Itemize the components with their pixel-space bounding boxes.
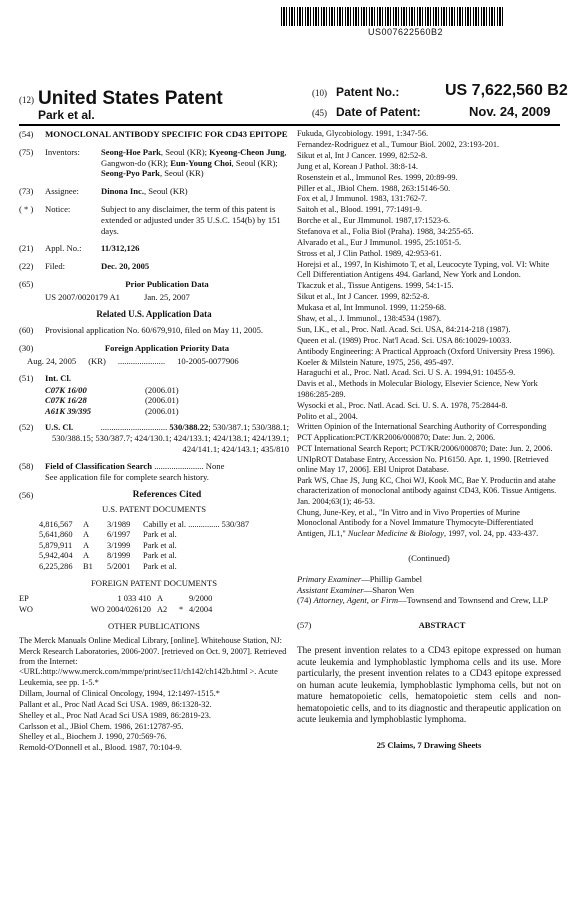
date-value: Nov. 24, 2009 bbox=[469, 104, 551, 119]
table-row: 4,816,567 A 3/1989 Cabilly et al. ............... 530/387 bbox=[39, 519, 250, 529]
list-item: Written Opinion of the International Searching Authority of Corresponding PCT Application:PCT/KR2006/000870; Date: Jun. 2, 2006. bbox=[297, 422, 547, 442]
barcode bbox=[281, 7, 505, 26]
list-item: Antibody Engineering: A Practical Approach (Oxford University Press 1996). bbox=[297, 346, 555, 356]
table-row: 5,942,404 A 8/1999 Park et al. bbox=[39, 551, 177, 561]
references-heading: (56) References Cited bbox=[19, 489, 202, 500]
list-item: Mukasa et al, Int Immunol. 1999, 11:259-68. bbox=[297, 303, 447, 312]
list-item: Stross et al, J Clin Pathol. 1989, 42:953-61. bbox=[297, 248, 442, 258]
abstract-heading: ABSTRACT bbox=[418, 620, 466, 631]
list-item: Horejsi et al., 1997, In Kishimoto T, et al, Leucocyte Typing, vol. VI: White Cell Differentiation Antigens 494. Garland, New York and London. bbox=[297, 259, 550, 280]
list-item: Chung, June-Key, et al., "In Vitro and in Vivo Properties of Murine Monoclonal Antibody for a Novel Immature Thymocyte-Differentiated Antigen, JL1," Nuclear Medicine & Biology, 1997, vol. 24, pp. 433-437. bbox=[297, 507, 539, 538]
list-item: Sikut et al, Int J Cancer. 1999, 82:52-8. bbox=[297, 150, 428, 160]
field-of-search: (58) Field of Classification Search ....................... None See application file for complete search history. bbox=[19, 461, 225, 483]
list-item: Fukuda, Glycobiology. 1991, 1:347-56. bbox=[297, 129, 429, 138]
list-item: Shaw, et al., J. Immunol., 138:4534 (1987). bbox=[297, 313, 441, 323]
assignee-field: (73) Assignee: Dinona Inc., Seoul (KR) bbox=[19, 186, 188, 197]
other-publications-heading: OTHER PUBLICATIONS bbox=[108, 621, 200, 632]
table-row: WO WO 2004/026120 A2 * 4/2004 bbox=[19, 604, 213, 614]
list-item: PCT International Search Report; PCT/KR/2006/000870; Date: Jun. 2, 2006. bbox=[297, 443, 553, 453]
title-field: (54) MONOCLONAL ANTIBODY SPECIFIC FOR CD43 EPITOPE bbox=[19, 129, 288, 139]
other-publications bbox=[19, 636, 289, 753]
list-item: Polito et al., 2004. bbox=[297, 411, 358, 421]
list-item: Haraguchi et al., Proc. Natl. Acad. Sci. U S. A. 1994,91: 10455-9. bbox=[297, 368, 516, 378]
list-item: Alvarado et al., Eur J Immunol. 1995, 25:1051-5. bbox=[297, 238, 462, 248]
table-row: EP 1 033 410 A 9/2000 bbox=[19, 594, 213, 604]
foreign-priority: (30) Foreign Application Priority Data Aug. 24, 2005 (KR) ...................... 10-2005-0077906 bbox=[19, 343, 239, 366]
us-cl-field: (52) U.S. Cl. ............................... 530/388.22; 530/387.1; 530/388.1; 530/388.15; 530/387.7; 424/130.1; 424/133.1; 424/138.1; 424/139.1; 424/141.1; 424/143.1; 435/810 bbox=[19, 421, 289, 454]
list-item: Saitoh et al., Blood. 1991, 77:1491-9. bbox=[297, 205, 422, 215]
abstract-text: The present invention relates to a CD43 epitope expressed on human acute leukemia and lymphoblastic lymphoma cells and its use. More particularly, the present invention relates to a CD43 epitope expressed on human acute leukemia, lymphoblastic lymphoma cells, but not on mature hematopoietic cells, hematopoietic stem cells and non-hematopoietic cells, and to its diagnostic and therapeutic application on acute leukemia and lymphoblastic lymphoma. bbox=[297, 644, 561, 725]
invention-title: MONOCLONAL ANTIBODY SPECIFIC FOR CD43 EPITOPE bbox=[45, 129, 288, 139]
filed-field: (22) Filed: Dec. 20, 2005 bbox=[19, 261, 150, 272]
continued-label: (Continued) bbox=[408, 552, 450, 563]
list-item: Park WS, Chae JS, Jung KC, Choi WJ, Kook MC, Bae Y. Productin and atahe characterization of monoclonal antibody against CD43, K06. Tissue Antigens. Jan. 2004;63(1); 46-53. bbox=[297, 476, 557, 506]
list-item: Shelley et al., Biochem J. 1990, 270:569-76. bbox=[19, 732, 167, 742]
list-item: Sikut et al., Int J Cancer. 1999, 82:52-8. bbox=[297, 292, 430, 302]
list-item: Davis et al., Methods in Molecular Biology, Elsevier Science, New York 1986:285-289. bbox=[297, 379, 538, 399]
list-item: Queen et al. (1989) Proc. Nat'l Acad. Sci. USA 86:10029-10033. bbox=[297, 335, 512, 345]
appl-field: (21) Appl. No.: 11/312,126 bbox=[19, 243, 140, 254]
references-continued bbox=[297, 129, 561, 539]
date-code: (45) bbox=[312, 108, 327, 118]
provisional-field: (60) Provisional application No. 60/679,910, filed on May 11, 2005. bbox=[19, 325, 264, 336]
list-item: Borche et al., Eur JImmunol. 1987,17:1523-6. bbox=[297, 216, 451, 226]
list-item: Shelley et al., Proc Natl Acad Sci USA 1989, 86:2819-23. bbox=[19, 710, 211, 720]
kind-code: (12) bbox=[19, 95, 34, 105]
foreign-patent-docs-heading: FOREIGN PATENT DOCUMENTS bbox=[90, 578, 218, 589]
inventors-field: (75) Inventors: Seong-Hoe Park, Seoul (KR); Kyeong-Cheon Jung, Gangwon-do (KR); Eun-Young Choi, Seoul (KR); Seong-Pyo Park, Seoul (KR) bbox=[19, 147, 289, 179]
patent-number-code: (10) bbox=[312, 88, 327, 98]
list-item: Fox et al, J Immunol. 1983, 131:762-7. bbox=[297, 194, 427, 204]
claims-summary: 25 Claims, 7 Drawing Sheets bbox=[376, 740, 482, 751]
list-item: Tkaczuk et al., Tissue Antigens. 1999, 54:1-15. bbox=[297, 281, 454, 291]
notice-field: ( * ) Notice: Subject to any disclaimer, the term of this patent is extended or adjusted under 35 U.S.C. 154(b) by 151 days. bbox=[19, 203, 281, 236]
first-inventor-line: Park et al. bbox=[38, 108, 95, 122]
int-cl-field: (51) Int. Cl. C07K 16/00 (2006.01) C07K 16/28 (2006.01) A61K 39/395 (2006.01) bbox=[19, 372, 179, 417]
right-column bbox=[297, 129, 561, 751]
list-item: Jung et al, Korean J Pathol. 38:8-14. bbox=[297, 161, 418, 171]
list-item: Piller et al., JBiol Chem. 1988, 263:15146-50. bbox=[297, 183, 451, 193]
related-heading: Related U.S. Application Data bbox=[96, 308, 212, 319]
abstract-heading-row: (57) ABSTRACT bbox=[297, 620, 561, 631]
header-rule bbox=[19, 124, 560, 126]
us-patent-docs-heading: U.S. PATENT DOCUMENTS bbox=[101, 503, 207, 514]
document-title: United States Patent bbox=[38, 88, 223, 109]
list-item: Pallant et al., Proc Natl Acad Sci USA. 1989, 86:1328-32. bbox=[19, 699, 212, 709]
list-item: Remold-O'Donnell et al., Blood. 1987, 70:104-9. bbox=[19, 743, 182, 753]
left-column bbox=[19, 129, 289, 754]
table-row: 6,225,286 B1 5/2001 Park et al. bbox=[39, 561, 177, 571]
foreign-patent-docs bbox=[19, 594, 289, 615]
list-item: The Merck Manuals Online Medical Library, [online]. Whitehouse Station, NJ: Merck Research Laboratories, 2006-2007. [retrieved on Oct. 9, 2007]. Retrieved from the Internet: <URL:http://www.merck.com/mmpe/print/sec11/ch142/ch142b.html >. Acute Leukemia, see pp. 1-5.* bbox=[19, 636, 287, 687]
list-item: Carlsson et al., JBiol Chem. 1986, 261:12787-95. bbox=[19, 721, 184, 731]
list-item: UNIpROT Database Entry, Accession No. P16150. Apr. 1, 1990. [Retrieved online May 17, 2006]. EBI Uniprot Database. bbox=[297, 454, 549, 475]
list-item: Rosenstein et al., Immunol Res. 1999, 20:89-99. bbox=[297, 172, 458, 182]
table-row: 5,879,911 A 3/1999 Park et al. bbox=[39, 540, 177, 550]
patent-number-label: Patent No.: bbox=[336, 85, 400, 99]
publication-number: US007622560B2 bbox=[368, 27, 444, 37]
prior-publication: (65) Prior Publication Data US 2007/0020179 A1 Jan. 25, 2007 bbox=[19, 278, 209, 302]
list-item: Fernandez-Rodriguez et al., Tumour Biol. 2002, 23:193-201. bbox=[297, 139, 500, 149]
date-label: Date of Patent: bbox=[336, 105, 421, 119]
list-item: Dillam, Journal of Clinical Oncology, 1994, 12:1497-1515.* bbox=[19, 688, 220, 698]
patent-number-value: US 7,622,560 B2 bbox=[445, 82, 568, 99]
table-row: 5,641,860 A 6/1997 Park et al. bbox=[39, 530, 177, 540]
inventors-list: Seong-Hoe Park, Seoul (KR); Kyeong-Cheon Jung, Gangwon-do (KR); Eun-Young Choi, Seoul (KR); Seong-Pyo Park, Seoul (KR) bbox=[101, 146, 287, 179]
list-item: Stefanova et al., Folia Biol (Praha). 1988, 34:255-65. bbox=[297, 227, 474, 237]
us-patent-docs bbox=[19, 520, 289, 573]
list-item: Koeler & Milstein Nature, 1975, 256, 495-497. bbox=[297, 357, 454, 367]
examiners: Primary Examiner—Phillip Gambel Assistant Examiner—Sharon Wen (74) Attorney, Agent, or Firm—Townsend and Townsend and Crew, LLP bbox=[297, 573, 548, 606]
list-item: Wysocki et al., Proc. Natl. Acad. Sci. U. S. A. 1978, 75:2844-8. bbox=[297, 400, 508, 410]
list-item: Sun, I.K., et al., Proc. Natl. Acad. Sci. USA, 84:214-218 (1987). bbox=[297, 324, 511, 334]
